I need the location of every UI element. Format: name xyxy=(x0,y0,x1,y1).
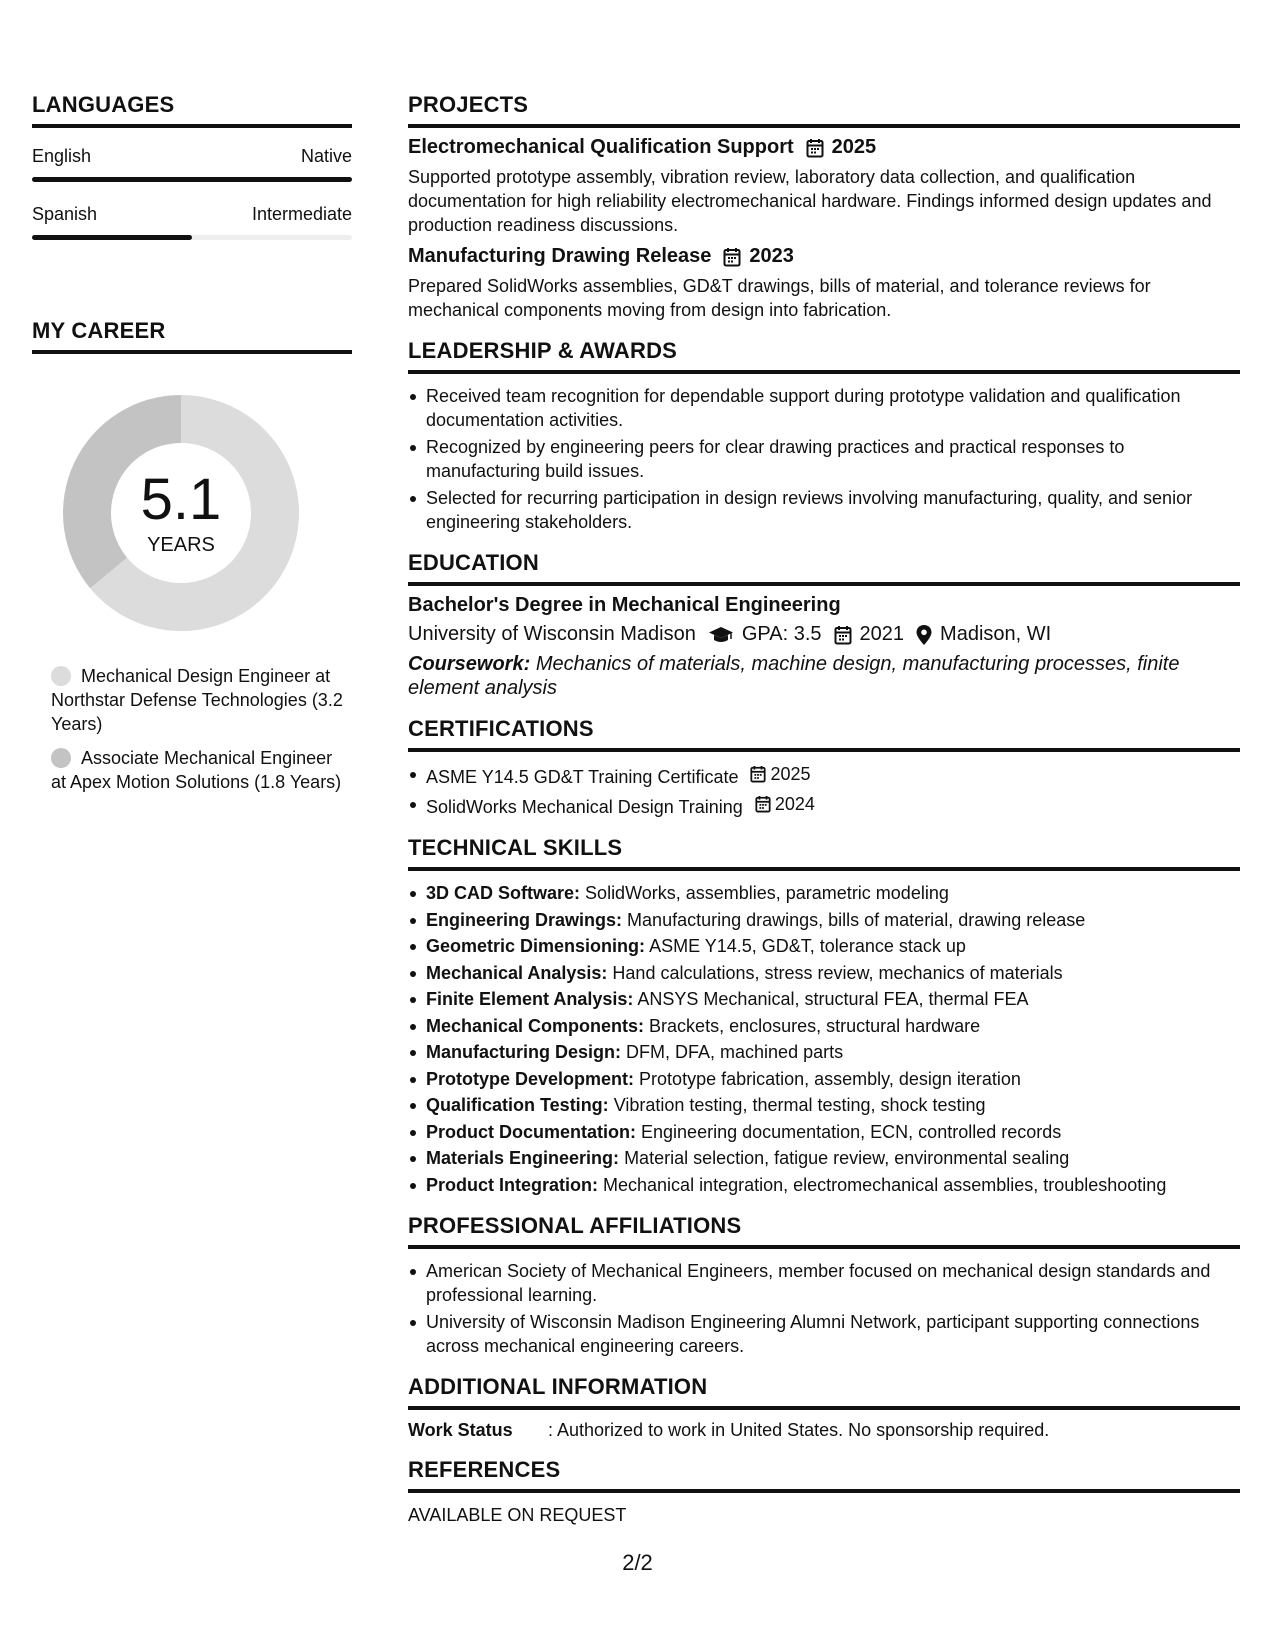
skill-value: DFM, DFA, machined parts xyxy=(626,1042,844,1062)
career-position-label: Associate Mechanical Engineer at Apex Motion Solutions (1.8 Years) xyxy=(51,748,342,792)
list-item xyxy=(408,762,1240,789)
project-year: 2023 xyxy=(749,245,794,267)
skill-value: Engineering documentation, ECN, controlled records xyxy=(641,1121,1062,1142)
skill-value: Hand calculations, stress review, mechanics of materials xyxy=(612,962,1063,983)
skill-label: Qualification Testing: xyxy=(426,1095,609,1115)
map-pin-icon xyxy=(916,625,932,645)
career-legend-item xyxy=(51,664,352,736)
skill-label: Materials Engineering: xyxy=(426,1148,620,1168)
additional-info-title: ADDITIONAL INFORMATION xyxy=(408,1374,1240,1410)
skill-value: ANSYS Mechanical, structural FEA, thermal FEA xyxy=(637,989,1029,1009)
list-item: University of Wisconsin Madison Engineering Alumni Network, participant supporting connections across mechanical engineering careers. xyxy=(408,1310,1240,1358)
references-section xyxy=(408,1457,1240,1526)
language-level: Intermediate xyxy=(251,204,352,224)
skill-value: Manufacturing drawings, bills of material, drawing release xyxy=(627,909,1086,930)
certification-year: 2024 xyxy=(774,794,815,814)
skill-value: Brackets, enclosures, structural hardware xyxy=(649,1015,981,1036)
language-name: English xyxy=(32,146,92,166)
skill-item xyxy=(408,1014,1240,1038)
languages-section xyxy=(32,92,352,240)
skill-label: Mechanical Components: xyxy=(426,1015,645,1036)
skill-label: 3D CAD Software: xyxy=(426,883,581,903)
left-column xyxy=(32,92,352,804)
legend-dot-icon xyxy=(51,666,71,686)
skill-item xyxy=(408,1146,1240,1170)
skill-label: Finite Element Analysis: xyxy=(426,989,634,1009)
skill-label: Geometric Dimensioning: xyxy=(426,936,646,956)
list-item xyxy=(408,792,1240,819)
education-location: Madison, WI xyxy=(940,623,1052,645)
skill-value: Material selection, fatigue review, environmental sealing xyxy=(624,1148,1070,1168)
calendar-icon xyxy=(723,247,741,267)
references-title: REFERENCES xyxy=(408,1457,1240,1493)
career-donut-chart xyxy=(56,388,306,638)
right-column xyxy=(408,92,1240,1542)
calendar-icon xyxy=(755,795,771,813)
language-proficiency-fill xyxy=(32,235,192,240)
career-position-label: Mechanical Design Engineer at Northstar Defense Technologies (3.2 Years) xyxy=(51,666,343,734)
skill-item xyxy=(408,1040,1240,1064)
certifications-section xyxy=(408,716,1240,819)
affiliations-section xyxy=(408,1213,1240,1358)
skill-label: Prototype Development: xyxy=(426,1068,635,1089)
work-status-value: : Authorized to work in United States. No sponsorship required. xyxy=(548,1419,1050,1440)
skill-value: Mechanical integration, electromechanical assemblies, troubleshooting xyxy=(603,1174,1167,1195)
career-total-unit: YEARS xyxy=(147,533,215,556)
project-entry xyxy=(408,136,1240,237)
skills-title: TECHNICAL SKILLS xyxy=(408,835,1240,871)
language-proficiency-bar xyxy=(32,235,352,240)
project-name: Manufacturing Drawing Release xyxy=(408,245,712,267)
leadership-section xyxy=(408,338,1240,534)
skill-item xyxy=(408,1093,1240,1117)
language-level: Native xyxy=(300,146,352,166)
skills-section xyxy=(408,835,1240,1197)
leadership-title: LEADERSHIP & AWARDS xyxy=(408,338,1240,374)
list-item: American Society of Mechanical Engineers, member focused on mechanical design standards and professional learning. xyxy=(408,1259,1240,1307)
education-details xyxy=(408,623,1240,646)
skill-value: SolidWorks, assemblies, parametric modeling xyxy=(585,883,949,903)
graduation-year: 2021 xyxy=(859,623,905,645)
donut-center xyxy=(56,388,306,638)
legend-dot-icon xyxy=(51,748,71,768)
project-year: 2025 xyxy=(831,136,877,158)
certification-name: ASME Y14.5 GD&T Training Certificate xyxy=(426,767,739,787)
language-item xyxy=(32,146,352,182)
school-name: University of Wisconsin Madison xyxy=(408,623,696,645)
project-entry xyxy=(408,245,1240,322)
coursework-label: Coursework: xyxy=(408,653,531,675)
certification-year: 2025 xyxy=(770,764,811,784)
career-total-years: 5.1 xyxy=(140,466,222,532)
skill-label: Product Integration: xyxy=(426,1174,598,1195)
references-text: AVAILABLE ON REQUEST xyxy=(408,1504,627,1525)
skill-item xyxy=(408,881,1240,905)
skill-label: Product Documentation: xyxy=(426,1121,636,1142)
calendar-icon xyxy=(806,138,824,158)
affiliations-title: PROFESSIONAL AFFILIATIONS xyxy=(408,1213,1240,1249)
skill-item xyxy=(408,987,1240,1011)
list-item: Selected for recurring participation in design reviews involving manufacturing, quality, and senior engineering stakeholders. xyxy=(408,486,1240,534)
languages-title: LANGUAGES xyxy=(32,92,352,128)
skill-value: Vibration testing, thermal testing, shock testing xyxy=(613,1095,986,1115)
gpa: GPA: 3.5 xyxy=(741,623,822,645)
skill-value: ASME Y14.5, GD&T, tolerance stack up xyxy=(649,936,966,956)
certifications-title: CERTIFICATIONS xyxy=(408,716,1240,752)
language-proficiency-bar xyxy=(32,177,352,182)
skill-item xyxy=(408,1120,1240,1144)
skill-item xyxy=(408,908,1240,932)
career-legend-item xyxy=(51,746,352,794)
skill-item xyxy=(408,1173,1240,1197)
project-description: Prepared SolidWorks assemblies, GD&T drawings, bills of material, and tolerance reviews for mechanical components moving from design into fabrication. xyxy=(408,276,1151,320)
career-legend xyxy=(32,664,352,794)
project-name: Electromechanical Qualification Support xyxy=(408,136,794,158)
skill-item xyxy=(408,1067,1240,1091)
language-item xyxy=(32,204,352,240)
skill-item xyxy=(408,934,1240,958)
skill-label: Mechanical Analysis: xyxy=(426,962,608,983)
career-section xyxy=(32,318,352,794)
list-item: Recognized by engineering peers for clear drawing practices and practical responses to manufacturing build issues. xyxy=(408,435,1240,483)
list-item: Received team recognition for dependable support during prototype validation and qualification documentation activities. xyxy=(408,384,1240,432)
projects-section xyxy=(408,92,1240,322)
education-title: EDUCATION xyxy=(408,550,1240,586)
work-status-row xyxy=(408,1420,1240,1441)
career-title: MY CAREER xyxy=(32,318,352,354)
project-description: Supported prototype assembly, vibration review, laboratory data collection, and qualification documentation for high reliability electromechanical hardware. Findings informed design updates and production readiness discussions. xyxy=(408,167,1212,235)
skill-label: Manufacturing Design: xyxy=(426,1042,622,1062)
calendar-icon xyxy=(750,765,766,783)
graduation-cap-icon xyxy=(708,626,734,644)
language-name: Spanish xyxy=(32,204,98,224)
work-status-label: Work Status xyxy=(408,1419,513,1440)
skill-item xyxy=(408,961,1240,985)
coursework xyxy=(408,652,1240,700)
certification-name: SolidWorks Mechanical Design Training xyxy=(426,797,743,817)
language-proficiency-fill xyxy=(32,177,352,182)
additional-info-section xyxy=(408,1374,1240,1441)
education-section xyxy=(408,550,1240,700)
projects-title: PROJECTS xyxy=(408,92,1240,128)
degree-name: Bachelor's Degree in Mechanical Engineering xyxy=(408,594,841,616)
skill-value: Prototype fabrication, assembly, design iteration xyxy=(639,1068,1021,1089)
coursework-text: Mechanics of materials, machine design, manufacturing processes, finite element analysis xyxy=(408,653,1180,699)
skill-label: Engineering Drawings: xyxy=(426,909,623,930)
calendar-icon xyxy=(834,625,852,645)
page-number: 2/2 xyxy=(622,1550,653,1575)
